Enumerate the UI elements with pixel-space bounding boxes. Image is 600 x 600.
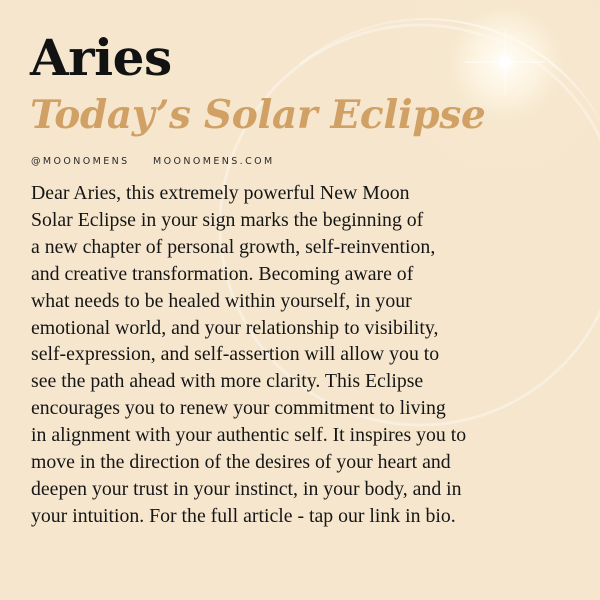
- body-line: emotional world, and your relationship to visibility,: [31, 316, 439, 339]
- body-line: a new chapter of personal growth, self-reinvention,: [31, 235, 436, 258]
- body-line: your intuition. For the full article - tap our link in bio.: [31, 504, 456, 527]
- page-title: Aries: [30, 28, 172, 87]
- horoscope-body: [31, 180, 591, 530]
- body-line: move in the direction of the desires of your heart and: [31, 451, 451, 474]
- body-line: deepen your trust in your instinct, in your body, and in: [31, 477, 462, 500]
- page-subtitle: Today’s Solar Eclipse: [30, 92, 486, 138]
- body-line: see the path ahead with more clarity. This Eclipse: [31, 370, 424, 393]
- body-line: what needs to be healed within yourself, in your: [31, 289, 412, 312]
- body-line: Solar Eclipse in your sign marks the beginning of: [31, 208, 424, 231]
- website-link: MOONOMENS.COM: [153, 156, 275, 167]
- body-line: in alignment with your authentic self. It inspires you to: [31, 424, 467, 447]
- handle-line: [31, 156, 275, 167]
- body-line: and creative transformation. Becoming aware of: [31, 262, 414, 285]
- instagram-handle: @MOONOMENS: [31, 156, 130, 167]
- body-line: self-expression, and self-assertion will allow you to: [31, 343, 440, 366]
- body-line: Dear Aries, this extremely powerful New Moon: [31, 182, 410, 204]
- body-line: encourages you to renew your commitment to living: [31, 397, 446, 420]
